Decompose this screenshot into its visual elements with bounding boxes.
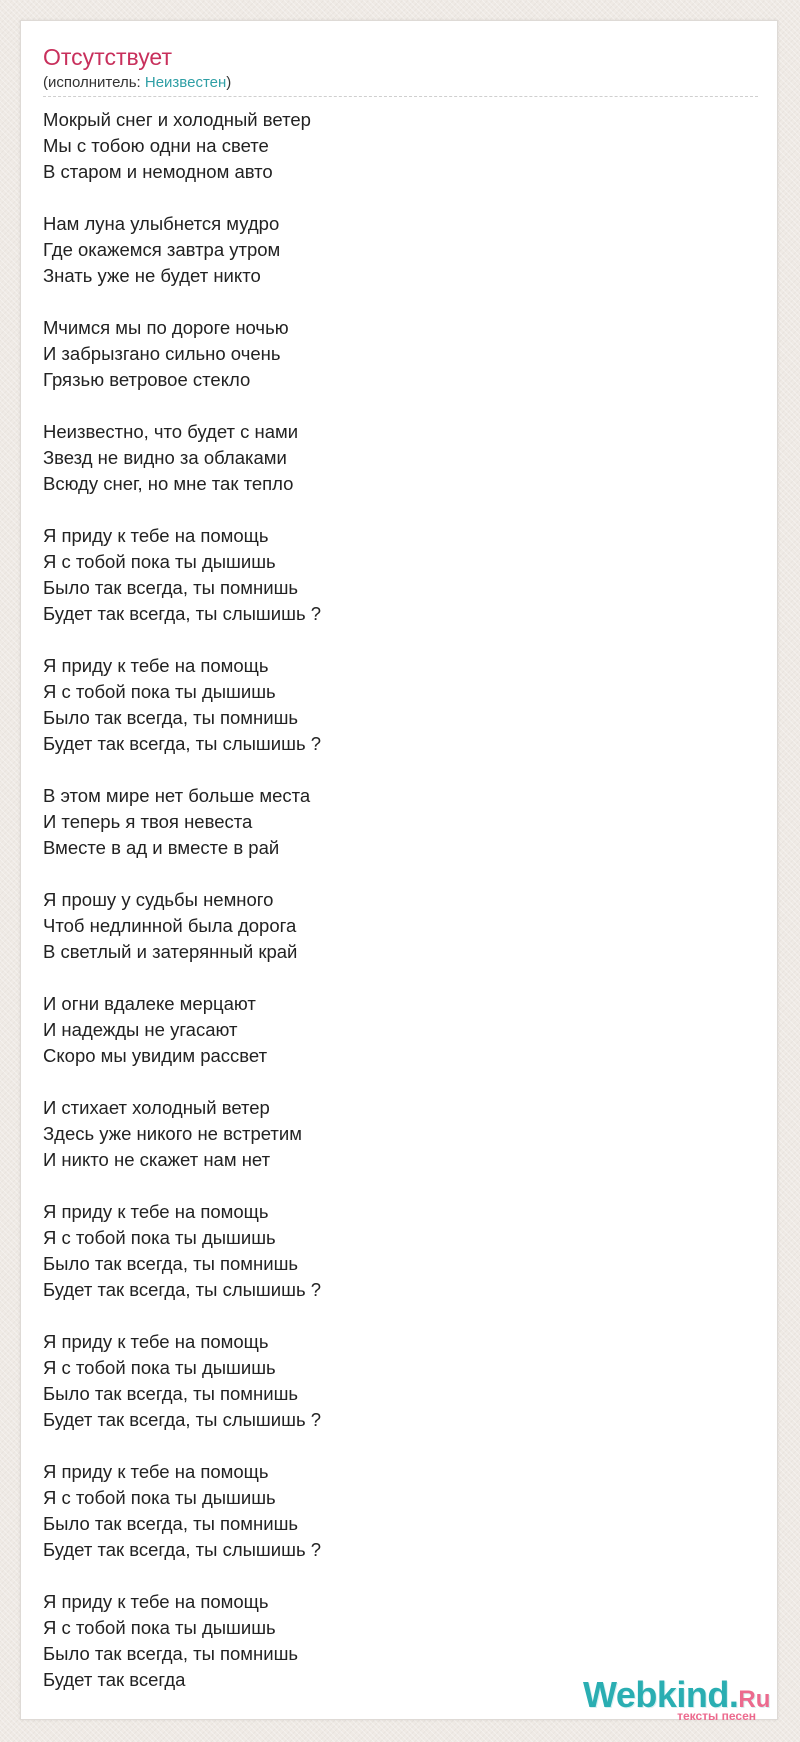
lyric-line: Где окажемся завтра утром (43, 239, 281, 260)
lyric-line: Здесь уже никого не встретим (43, 1123, 302, 1144)
site-logo[interactable] (583, 1674, 771, 1723)
lyric-line: В светлый и затерянный край (43, 941, 298, 962)
lyric-line: Мчимся мы по дороге ночью (43, 317, 289, 338)
lyric-line: Я с тобой пока ты дышишь (43, 681, 276, 702)
lyric-line: Вместе в ад и вместе в рай (43, 837, 280, 858)
logo-tld: Ru (738, 1686, 771, 1713)
artist-suffix: ) (226, 74, 232, 91)
lyric-line: Скоро мы увидим рассвет (43, 1045, 268, 1066)
lyrics-stanza (43, 523, 743, 627)
lyric-line: Чтоб недлинной была дорога (43, 915, 297, 936)
lyric-line: И теперь я твоя невеста (43, 811, 253, 832)
lyric-line: Мы с тобою одни на свете (43, 135, 269, 156)
lyrics-stanza (43, 1329, 743, 1433)
lyric-line: Я приду к тебе на помощь (43, 1331, 269, 1352)
lyrics-stanza (43, 653, 743, 757)
lyric-line: Я приду к тебе на помощь (43, 525, 269, 546)
lyric-line: Будет так всегда, ты слышишь ? (43, 733, 322, 754)
lyric-line: Будет так всегда, ты слышишь ? (43, 603, 322, 624)
lyrics-stanza (43, 1199, 743, 1303)
lyric-line: Я приду к тебе на помощь (43, 1591, 269, 1612)
lyric-line: Звезд не видно за облаками (43, 447, 287, 468)
lyrics-stanza (43, 315, 743, 393)
lyric-line: И никто не скажет нам нет (43, 1149, 271, 1170)
logo-tagline: тексты песен (677, 1709, 756, 1723)
lyric-line: Я с тобой пока ты дышишь (43, 551, 276, 572)
lyric-line: Я с тобой пока ты дышишь (43, 1617, 276, 1638)
artist-prefix: (исполнитель: (43, 74, 145, 91)
lyric-line: Нам луна улыбнется мудро (43, 213, 280, 234)
lyric-line: Было так всегда, ты помнишь (43, 1383, 299, 1404)
lyric-line: Всюду снег, но мне так тепло (43, 473, 294, 494)
lyric-line: Было так всегда, ты помнишь (43, 1643, 299, 1664)
logo-name: Webkind (583, 1674, 729, 1715)
lyric-line: Знать уже не будет никто (43, 265, 261, 286)
lyrics-stanza (43, 1095, 743, 1173)
lyric-line: И забрызгано сильно очень (43, 343, 281, 364)
lyric-line: Будет так всегда, ты слышишь ? (43, 1279, 322, 1300)
lyrics-stanza (43, 783, 743, 861)
lyric-line: Неизвестно, что будет с нами (43, 421, 299, 442)
header-divider (43, 96, 758, 97)
lyric-line: Я приду к тебе на помощь (43, 1461, 269, 1482)
lyric-line: Было так всегда, ты помнишь (43, 707, 299, 728)
lyrics-stanza (43, 419, 743, 497)
lyric-line: Было так всегда, ты помнишь (43, 577, 299, 598)
lyrics-stanza (43, 887, 743, 965)
lyric-line: Я приду к тебе на помощь (43, 1201, 269, 1222)
lyric-line: И стихает холодный ветер (43, 1097, 270, 1118)
lyric-line: Я приду к тебе на помощь (43, 655, 269, 676)
lyrics-stanza (43, 1459, 743, 1563)
content-card (20, 20, 778, 1723)
lyric-line: Я с тобой пока ты дышишь (43, 1487, 276, 1508)
lyric-line: Я прошу у судьбы немного (43, 889, 274, 910)
artist-line (43, 73, 231, 93)
lyrics-stanza (43, 991, 743, 1069)
lyrics-stanza (43, 211, 743, 289)
lyric-line: В этом мире нет больше места (43, 785, 311, 806)
song-title: Отсутствует (43, 44, 172, 70)
lyrics-body (43, 107, 743, 1719)
lyric-line: В старом и немодном авто (43, 161, 273, 182)
lyric-line: Будет так всегда (43, 1669, 186, 1690)
lyric-line: Я с тобой пока ты дышишь (43, 1357, 276, 1378)
lyrics-stanza (43, 107, 743, 185)
lyric-line: И огни вдалеке мерцают (43, 993, 256, 1014)
lyric-line: Было так всегда, ты помнишь (43, 1253, 299, 1274)
lyric-line: Я с тобой пока ты дышишь (43, 1227, 276, 1248)
lyric-line: Было так всегда, ты помнишь (43, 1513, 299, 1534)
artist-link[interactable]: Неизвестен (144, 74, 227, 91)
lyric-line: Мокрый снег и холодный ветер (43, 109, 311, 130)
lyric-line: Будет так всегда, ты слышишь ? (43, 1409, 322, 1430)
lyric-line: Грязью ветровое стекло (43, 369, 251, 390)
logo-dot: . (728, 1674, 739, 1715)
lyric-line: Будет так всегда, ты слышишь ? (43, 1539, 322, 1560)
lyric-line: И надежды не угасают (43, 1019, 238, 1040)
